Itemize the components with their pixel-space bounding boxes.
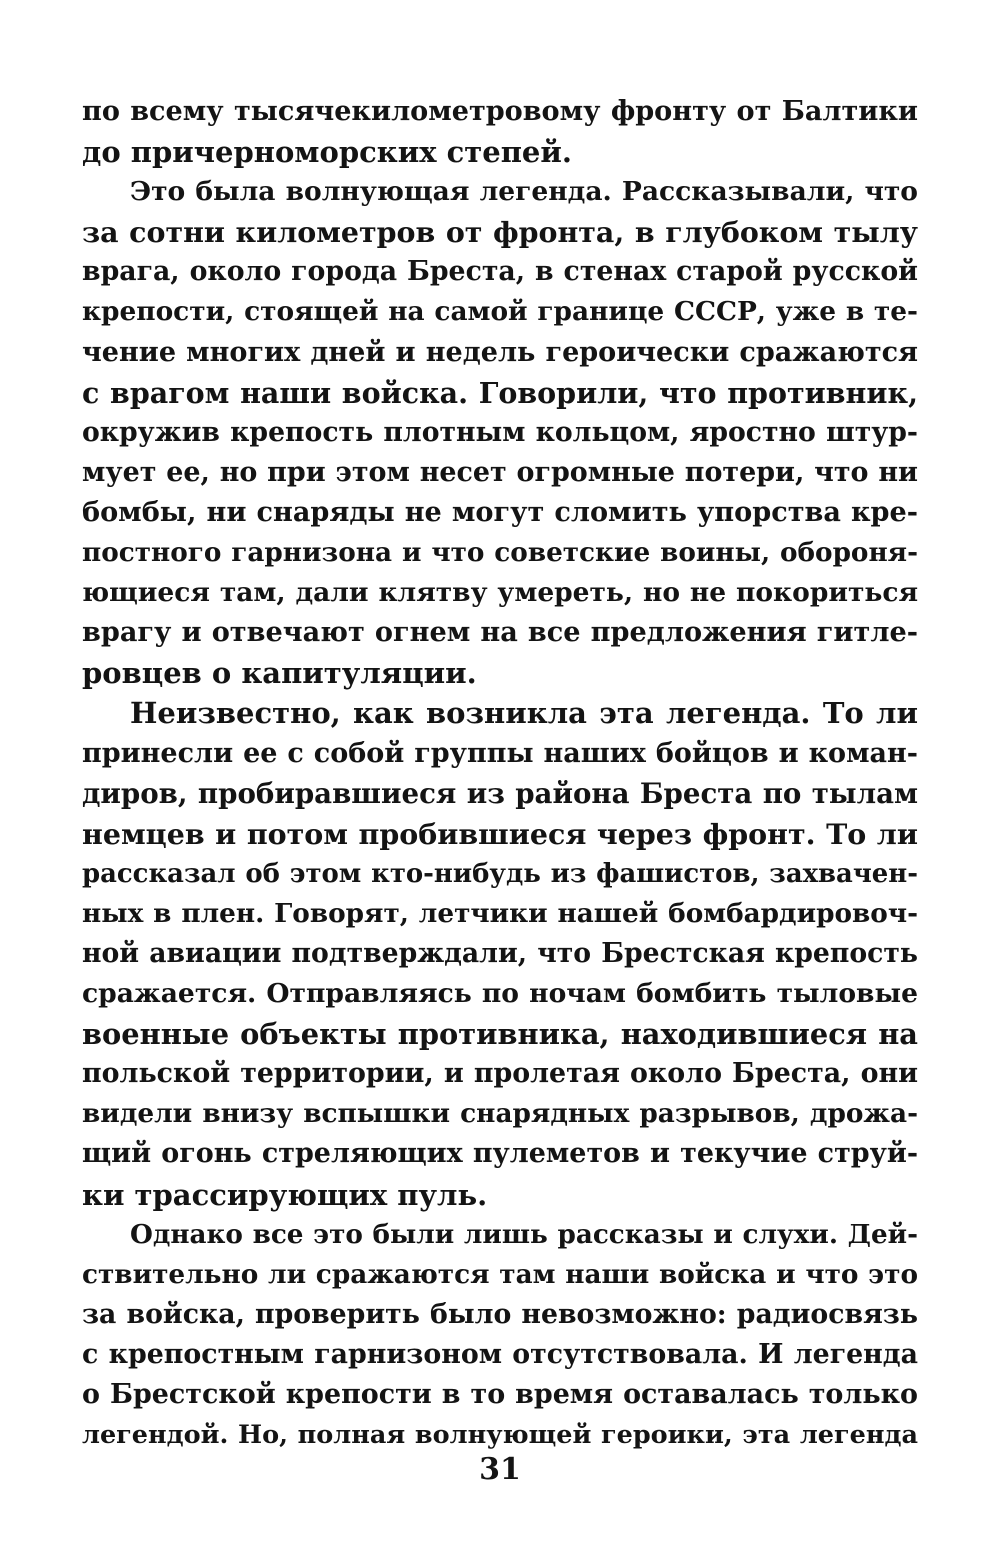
text-line: с крепостным гарнизоном отсутствовала. И легенда — [82, 1338, 918, 1370]
text-line: мует ее, но при этом несет огромные потери, что ни — [82, 456, 918, 488]
text-line: ровцев о капитуляции. — [82, 656, 477, 691]
text-line: врагу и отвечают огнем на все предложения гитле- — [82, 617, 918, 649]
text-line: врага, около города Бреста, в стенах старой русской — [82, 256, 918, 288]
text-line: окружив крепость плотным кольцом, яростно штур- — [82, 416, 918, 448]
text-line: о Брестской крепости в то время оставалась только — [82, 1379, 918, 1410]
text-line: диров, пробиравшиеся из района Бреста по тылам — [82, 776, 918, 810]
text-line: Неизвестно, как возникла эта легенда. То ли — [130, 696, 918, 731]
paragraph — [82, 92, 918, 172]
text-line: за войска, проверить было невозможно: радиосвязь — [82, 1298, 918, 1330]
text-line: ки трассирующих пуль. — [82, 1177, 488, 1212]
text-line: рассказал об этом кто-нибудь из фашистов, захвачен- — [82, 858, 918, 889]
paragraph — [82, 1215, 918, 1456]
text-line: ствительно ли сражаются там наши войска и что это — [82, 1258, 918, 1290]
text-line: чение многих дней и недель героически сражаются — [82, 336, 918, 368]
text-line: военные объекты противника, находившиеся на — [82, 1017, 918, 1052]
text-line: принесли ее с собой группы наших бойцов и коман- — [82, 737, 918, 769]
text-line: ной авиации подтверждали, что Брестская крепость — [82, 937, 918, 969]
page-number: 31 — [479, 1452, 521, 1487]
text-line: с врагом наши войска. Говорили, что противник, — [82, 375, 918, 410]
paragraph — [82, 693, 918, 1214]
text-line: по всему тысячекилометровому фронту от Балтики — [82, 96, 918, 127]
text-line: сражается. Отправляясь по ночам бомбить тыловые — [82, 978, 918, 1010]
paragraph — [82, 172, 918, 693]
text-line: немцев и потом пробившиеся через фронт. То ли — [82, 816, 918, 851]
page-body — [82, 92, 918, 1455]
text-line: постного гарнизона и что советские воины, обороня- — [82, 537, 918, 569]
text-line: видели внизу вспышки снарядных разрывов, дрожа- — [82, 1098, 918, 1130]
text-line: ющиеся там, дали клятву умереть, но не покориться — [82, 577, 918, 609]
text-line: бомбы, ни снаряды не могут сломить упорства кре- — [82, 496, 918, 528]
text-line: Однако все это были лишь рассказы и слухи. Дей- — [130, 1218, 918, 1250]
text-line: за сотни километров от фронта, в глубоком тылу — [82, 215, 918, 250]
text-line: крепости, стоящей на самой границе СССР, уже в те- — [82, 296, 918, 328]
text-line: Это была волнующая легенда. Рассказывали, что — [130, 176, 918, 208]
text-line: щий огонь стреляющих пулеметов и текучие струй- — [82, 1138, 918, 1170]
text-line: легендой. Но, полная волнующей героики, эта легенда — [82, 1420, 918, 1451]
text-line: польской территории, и пролетая около Бреста, они — [82, 1058, 918, 1090]
text-line: ных в плен. Говорят, летчики нашей бомбардировоч- — [82, 897, 918, 929]
text-line: до причерноморских степей. — [82, 135, 572, 170]
